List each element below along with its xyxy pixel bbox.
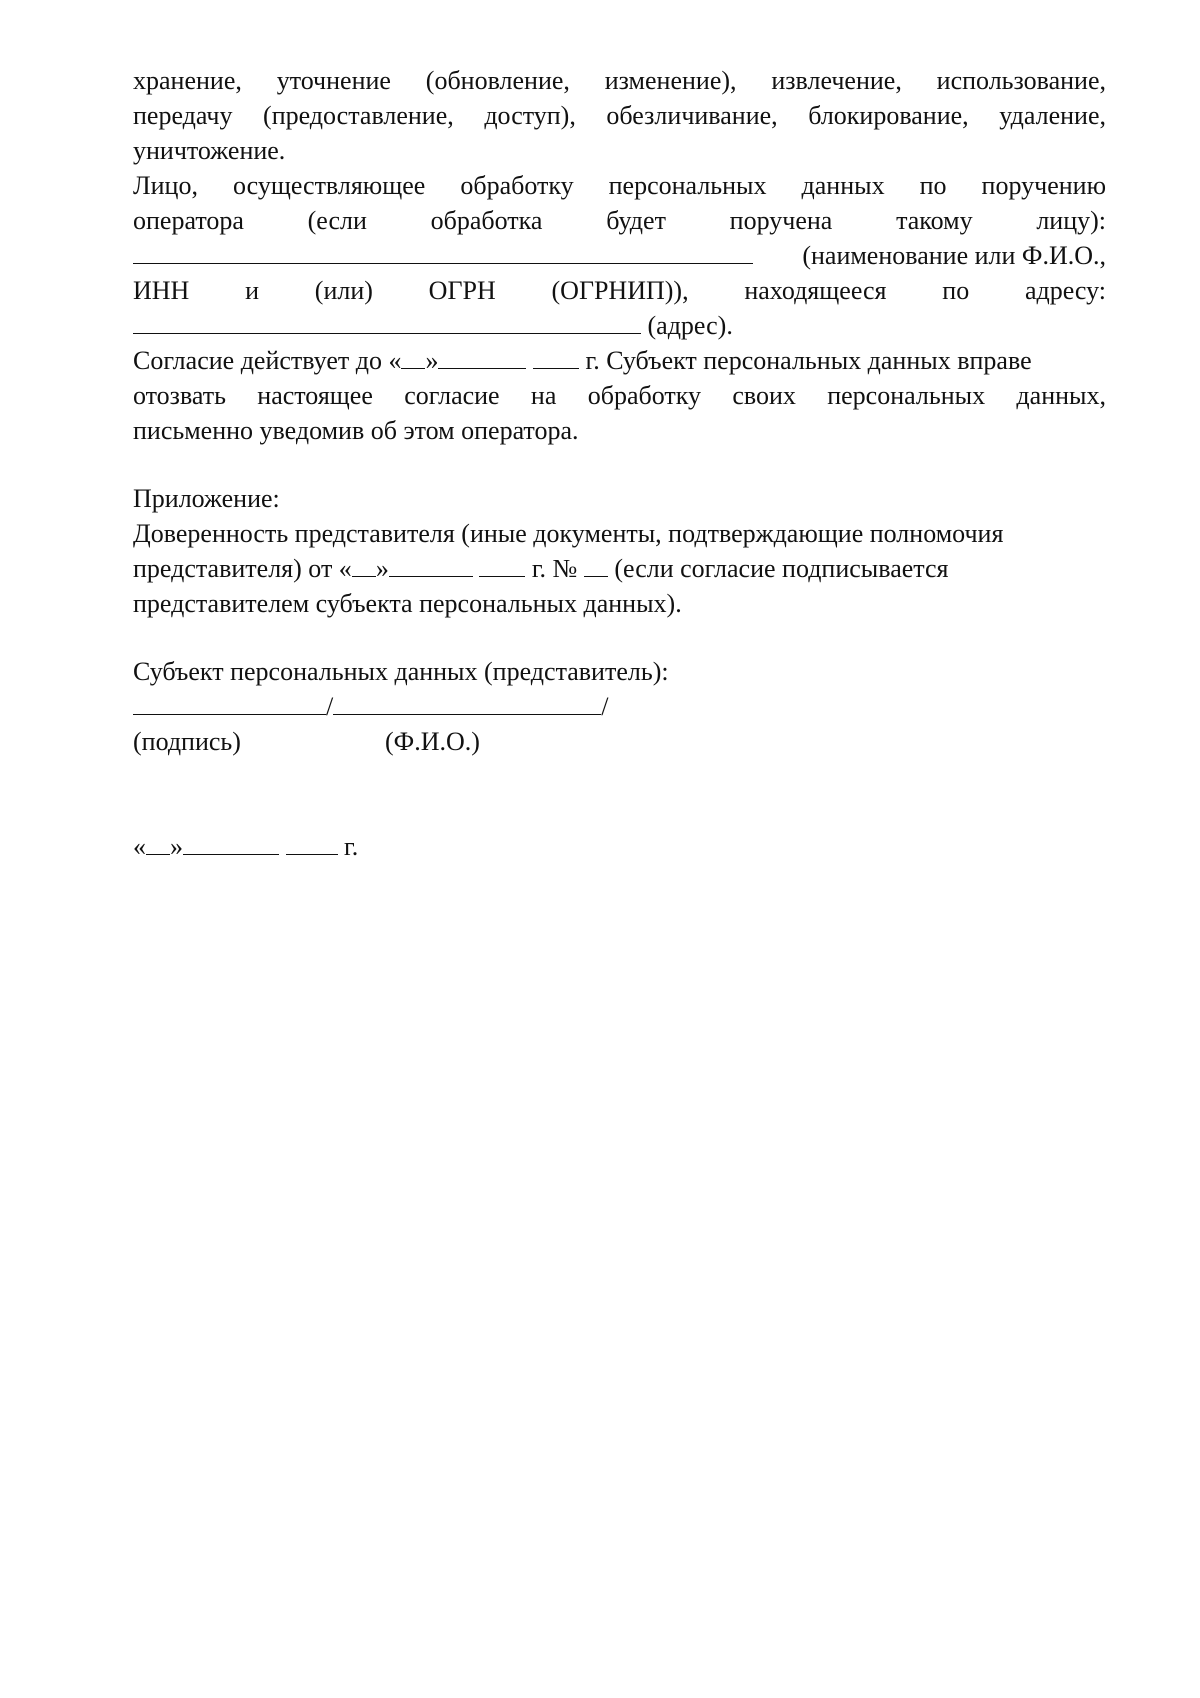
processor-name-line bbox=[133, 239, 1106, 273]
paragraph-line: представителем субъекта персональных данных). bbox=[133, 589, 682, 618]
text: г. № bbox=[531, 554, 578, 583]
blank-field bbox=[146, 830, 170, 855]
subject-label: Субъект персональных данных (представитель): bbox=[133, 657, 669, 686]
signature-caption: (подпись) bbox=[133, 727, 241, 756]
blank-field bbox=[479, 552, 525, 577]
text: Согласие действует до « bbox=[133, 346, 402, 375]
text: представителя) от « bbox=[133, 554, 352, 583]
appendix-title: Приложение: bbox=[133, 484, 280, 513]
blank-field bbox=[286, 830, 338, 855]
text: » bbox=[170, 832, 183, 861]
address-line bbox=[133, 309, 1106, 343]
paragraph-line: уничтожение. bbox=[133, 136, 286, 165]
blank-field bbox=[133, 239, 753, 264]
text: » bbox=[425, 346, 439, 375]
slash: / bbox=[326, 692, 334, 721]
text: » bbox=[375, 554, 389, 583]
blank-field bbox=[133, 309, 641, 334]
blank-field bbox=[584, 552, 608, 577]
blank-field bbox=[389, 552, 473, 577]
signature-blank bbox=[133, 690, 326, 715]
paragraph-line: письменно уведомив об этом оператора. bbox=[133, 416, 579, 445]
blank-field bbox=[533, 344, 579, 369]
appendix-date-line bbox=[133, 552, 1106, 586]
paragraph-line: Доверенность представителя (иные документы, подтверждающие полномочия bbox=[133, 519, 1004, 548]
fio-caption: (Ф.И.О.) bbox=[385, 727, 480, 756]
date-line bbox=[133, 830, 1106, 864]
signature-line bbox=[133, 690, 1106, 724]
field-hint: (наименование или Ф.И.О., bbox=[802, 241, 1106, 270]
paragraph-line: ИНН и (или) ОГРН (ОГРНИП)), находящееся по адресу: bbox=[133, 276, 1106, 305]
text: « bbox=[133, 832, 146, 861]
field-hint: (адрес). bbox=[647, 311, 733, 340]
paragraph-line: оператора (если обработка будет поручена такому лицу): bbox=[133, 206, 1106, 235]
blank-field bbox=[183, 830, 279, 855]
paragraph-line: хранение, уточнение (обновление, изменение), извлечение, использование, bbox=[133, 66, 1106, 95]
blank-field bbox=[438, 344, 526, 369]
text: (если согласие подписывается bbox=[614, 554, 949, 583]
blank-field bbox=[352, 552, 376, 577]
blank-field bbox=[401, 344, 425, 369]
signature-captions bbox=[133, 725, 1106, 759]
paragraph-line: Лицо, осуществляющее обработку персональных данных по поручению bbox=[133, 171, 1106, 200]
validity-line bbox=[133, 344, 1106, 378]
fio-blank bbox=[333, 690, 601, 715]
paragraph-line: передачу (предоставление, доступ), обезличивание, блокирование, удаление, bbox=[133, 101, 1106, 130]
text: г. Субъект персональных данных вправе bbox=[585, 346, 1032, 375]
paragraph-line: отозвать настоящее согласие на обработку своих персональных данных, bbox=[133, 381, 1106, 410]
text: г. bbox=[344, 832, 359, 861]
slash: / bbox=[601, 692, 609, 721]
